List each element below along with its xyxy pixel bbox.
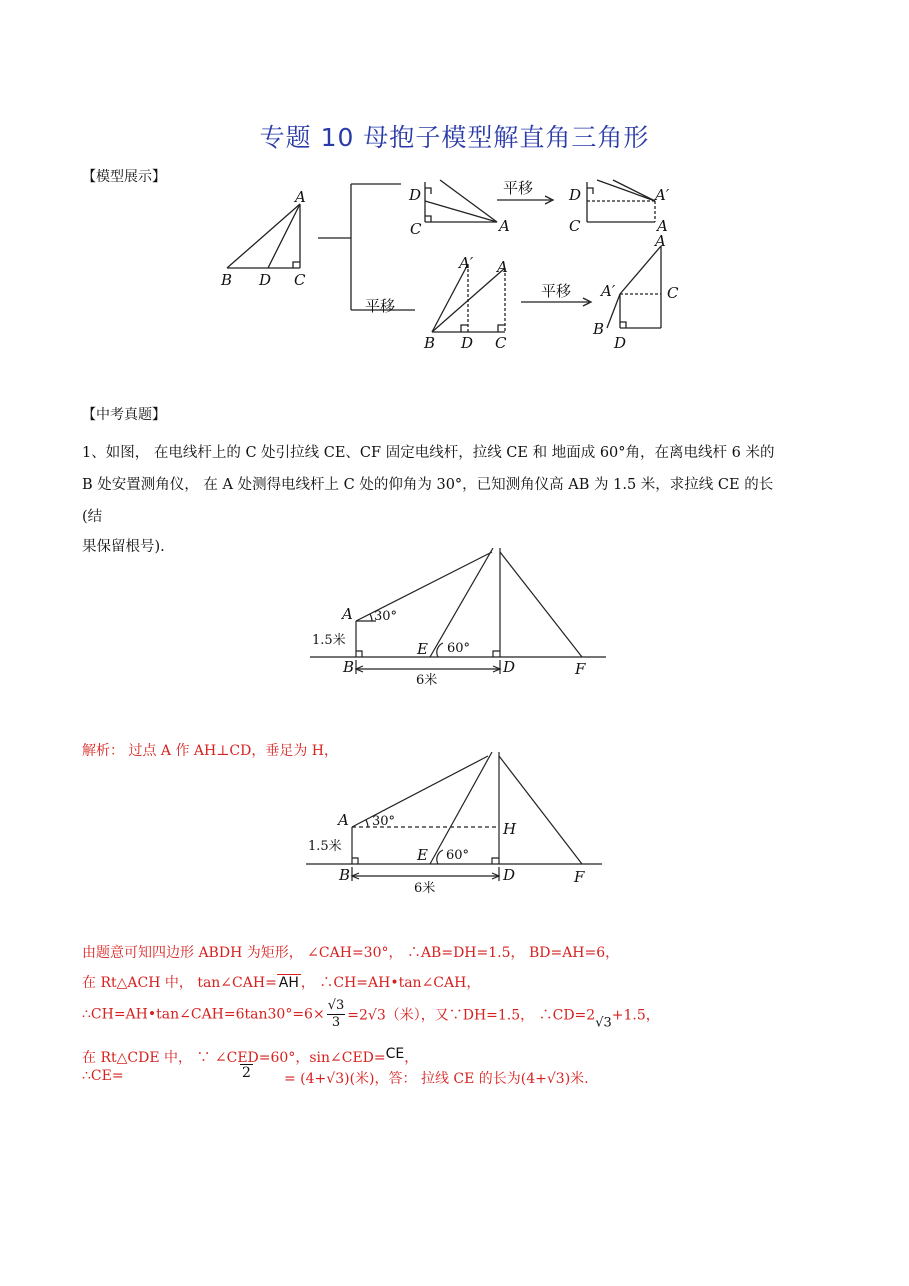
- solution-label-A: A: [338, 811, 349, 829]
- solution-step-3-a: ∴CH=AH•tan∠CAH=6tan30°=6×: [82, 1006, 325, 1023]
- question-line-4: 果保留根号).: [82, 539, 165, 555]
- solution-intro: 解析： 过点 A 作 AH⊥CD，垂足为 H，: [82, 743, 338, 759]
- fig-label-A-prime: A′: [655, 186, 670, 204]
- solution-step-4-frac: CE: [385, 1046, 405, 1062]
- solution-step-2-frac: AH: [278, 975, 299, 991]
- solution-step-2: [82, 972, 480, 992]
- section-model-heading: 【模型展示】: [82, 169, 166, 185]
- fig-label-D: D: [259, 271, 272, 289]
- problem-label-E: E: [417, 640, 428, 658]
- solution-step-5: [82, 1068, 124, 1084]
- question-line-3: (结: [82, 509, 103, 525]
- model-figure: [215, 176, 695, 356]
- fig-label-D: D: [569, 186, 582, 204]
- fig-label-A-prime: A′: [459, 254, 474, 272]
- solution-step-5-den: 2: [242, 1065, 251, 1081]
- solution-step-2-b: ， ∴CH=AH•tan∠CAH，: [300, 975, 481, 991]
- solution-step-3-b: =2√3（米），又∵DH=1.5， ∴CD=2: [347, 1007, 596, 1024]
- problem-height: 1.5米: [312, 633, 346, 648]
- page-title: 专题 10 母抱子模型解直角三角形: [259, 123, 650, 152]
- solution-angle-60: 60°: [446, 848, 470, 863]
- problem-label-D: D: [503, 658, 516, 676]
- solution-angle-30: 30°: [372, 814, 396, 829]
- solution-figure: [306, 752, 606, 900]
- problem-distance: 6米: [416, 673, 438, 688]
- solution-step-4-a: 在 Rt△CDE 中， ∵ ∠CED=60°，sin∠CED=: [82, 1050, 386, 1066]
- solution-step-3-d: +1.5，: [611, 1007, 660, 1024]
- fig-label-C: C: [410, 220, 422, 238]
- solution-distance: 6米: [414, 881, 436, 896]
- solution-step-4-b: ，: [404, 1050, 419, 1066]
- solution-step-1: 由题意可知四边形 ABDH 为矩形， ∠CAH=30°， ∴AB=DH=1.5， BD=AH=6，: [82, 945, 620, 961]
- problem-angle-30: 30°: [374, 609, 398, 624]
- fig-label-B: B: [221, 271, 233, 289]
- question-line-1: 1、如图， 在电线杆上的 C 处引拉线 CE、CF 固定电线杆，拉线 CE 和 地面成 60°角，在离电线杆 6 米的: [82, 445, 775, 461]
- solution-step-3: [82, 998, 660, 1038]
- problem-label-A: A: [342, 605, 353, 623]
- solution-step-5-b: = (4+√3)(米)，答： 拉线 CE 的长为(4+√3)米.: [284, 1071, 589, 1087]
- solution-step-3-num: √3: [327, 998, 345, 1013]
- problem-figure: [310, 548, 610, 696]
- fig-label-C: C: [569, 217, 581, 235]
- problem-label-F: F: [575, 660, 586, 678]
- fig-label-B: B: [593, 320, 605, 338]
- fig-label-B: B: [424, 334, 436, 352]
- fig-label-A: A: [497, 258, 508, 276]
- translate-label: 平移: [365, 297, 396, 315]
- solution-step-3-fraction: [327, 998, 346, 1031]
- translate-label: 平移: [503, 179, 534, 197]
- fig-label-C: C: [294, 271, 306, 289]
- fig-label-A: A: [657, 217, 668, 235]
- solution-label-E: E: [417, 846, 428, 864]
- solution-label-D: D: [503, 866, 516, 884]
- fig-label-D: D: [409, 186, 422, 204]
- solution-height: 1.5米: [308, 839, 342, 854]
- fig-label-C: C: [667, 284, 679, 302]
- fig-label-A-prime: A′: [601, 282, 616, 300]
- solution-step-5-a: ∴CE=: [82, 1068, 124, 1084]
- fig-label-D: D: [461, 334, 474, 352]
- solution-label-F: F: [574, 868, 585, 886]
- solution-step-3-sqrt: √3: [595, 1015, 612, 1031]
- fig-label-A: A: [499, 217, 510, 235]
- section-exam-heading: 【中考真题】: [82, 407, 166, 423]
- fig-label-A: A: [655, 232, 666, 250]
- solution-label-H: H: [503, 820, 517, 838]
- fig-label-D: D: [614, 334, 627, 352]
- fig-label-C: C: [495, 334, 507, 352]
- solution-label-B: B: [339, 866, 351, 884]
- solution-step-2-a: 在 Rt△ACH 中， tan∠CAH=: [82, 975, 277, 991]
- translate-label: 平移: [541, 282, 572, 300]
- problem-label-B: B: [343, 658, 355, 676]
- question-line-2: B 处安置测角仪， 在 A 处测得电线杆上 C 处的仰角为 30°，已知测角仪高 AB 为 1.5 米，求拉线 CE 的长: [82, 477, 774, 493]
- fig-label-A: A: [295, 188, 306, 206]
- solution-step-3-den: 3: [331, 1015, 341, 1030]
- problem-angle-60: 60°: [447, 641, 471, 656]
